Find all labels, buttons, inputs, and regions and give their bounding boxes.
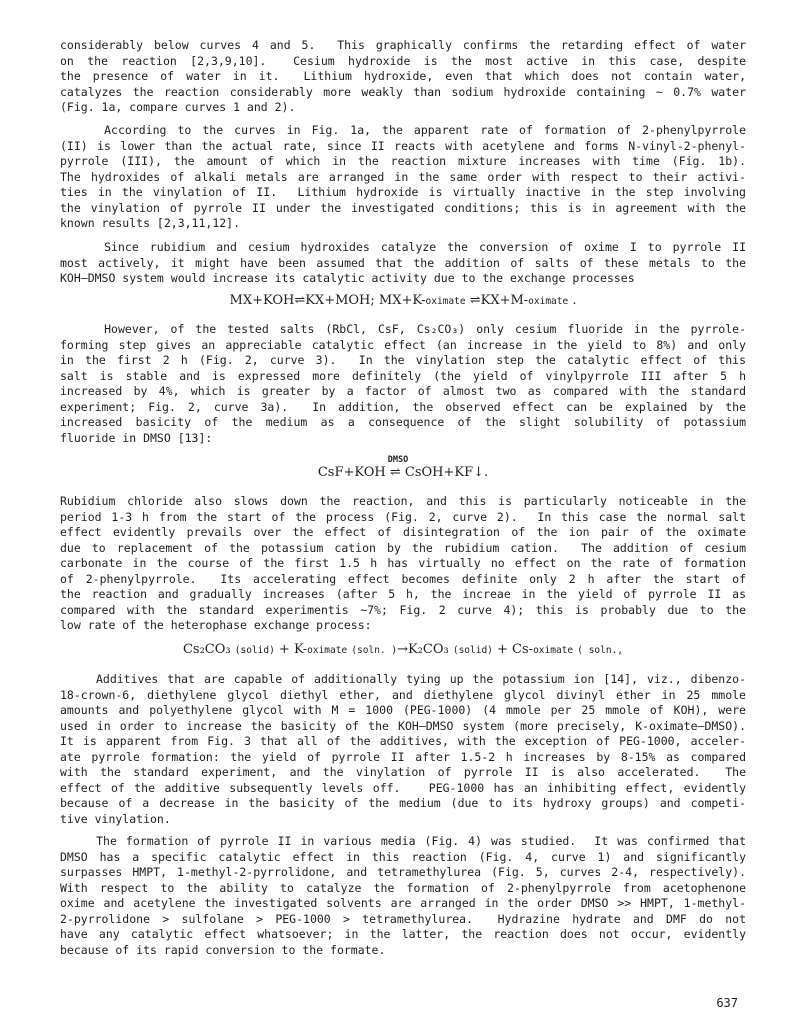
text-line: tive vinylation. (60, 811, 171, 826)
text-line: Additives that are capable of additionally tying up the potassium ion [14], viz., dibenzo- (60, 672, 747, 686)
text-line: The formation of pyrrole II in various media (Fig. 4) was studied. It was confirmed that (60, 834, 746, 848)
text-line: Rubidium chloride also slows down the reaction, and this is particularly noticeable in the (60, 494, 746, 508)
equation-carbonate-oximate-1: oximate (307, 645, 348, 656)
text-line: carbonate in the course of the first 1.5 h has virtually no effect on the rate of formation (60, 556, 746, 570)
text-line: have any catalytic effect whatsoever; in the latter, the reaction does not occur, evidently (60, 927, 746, 941)
equation-exchange-end: . (568, 293, 577, 308)
text-line: due to replacement of the potassium cation by the rubidium cation. The addition of cesium (60, 540, 746, 555)
paragraph-4 (60, 322, 746, 446)
text-line: on the reaction [2,3,9,10]. Cesium hydroxide is the most active in this case, despite (60, 53, 746, 68)
text-line: considerably below curves 4 and 5. This graphically confirms the retarding effect of water (60, 38, 746, 52)
equation-exchange-left: MX+KOH⇌KX+MOH; MX+K- (229, 293, 426, 308)
equation-carbonate-solid-2: (solid) (452, 645, 493, 656)
text-line: pyrrole (III), the amount of which in the reaction mixture increases with time (Fig. 1b). (60, 154, 746, 168)
text-line: because of a decrease in the basicity of the medium (due to its hydroxy groups) and competi- (60, 796, 746, 810)
text-line: experiment; Fig. 2, curve 3a). In addition, the observed effect can be explained by the (60, 399, 746, 414)
text-line: Since rubidium and cesium hydroxides catalyze the conversion of oxime I to pyrrole II (60, 240, 746, 254)
text-line: With respect to the ability to catalyze the formation of 2-phenylpyrrole from acetophenone (60, 880, 746, 895)
text-line: known results [2,3,11,12]. (60, 216, 241, 230)
text-line: increased basicity of the medium as a consequence of the slight solubility of potassium (60, 415, 746, 429)
text-line: (II) is lower than the actual rate, since II reacts with acetylene and forms N-vinyl-2-phenyl- (60, 138, 746, 153)
equation-cesium-fluoride: CsF+KOH ⇌ CsOH+KF↓. (317, 465, 489, 480)
text-line: DMSO has a specific catalytic effect in this reaction (Fig. 4, curve 1) and significantly (60, 849, 746, 864)
page-number: 637 (716, 996, 738, 1010)
text-line: the presence of water in it. Lithium hydroxide, even that which does not contain water, (60, 69, 746, 83)
text-line: salt is stable and is expressed more definitely (the yield of vinylpyrrole III after 5 h (60, 368, 746, 383)
text-line: It is apparent from Fig. 3 that all of the additives, with the exception of PEG-1000, acceler- (60, 734, 746, 748)
text-line: ties in the vinylation of II. Lithium hydroxide is virtually inactive in the step involving (60, 185, 746, 199)
text-line: ate pyrrole formation: the yield of pyrrole II after 1.5-2 h increases by 8-15% as compared (60, 749, 746, 764)
equation-exchange (60, 293, 746, 310)
text-line: the vinylation of pyrrole II under the investigated conditions; this is in agreement with the (60, 200, 746, 215)
equation-cesium-fluoride-condition: DMSO (387, 455, 409, 465)
text-line: According to the curves in Fig. 1a, the apparent rate of formation of 2-phenylpyrrole (60, 123, 746, 137)
equation-exchange-oximate-2: oximate (528, 296, 569, 307)
paragraph-5 (60, 494, 746, 634)
text-line: However, of the tested salts (RbCl, CsF, Cs₂CO₃) only cesium fluoride in the pyrrole- (60, 322, 746, 336)
text-line: because of its rapid conversion to the formate. (60, 942, 386, 957)
equation-carbonate-d: →K₂CO₃ (397, 642, 453, 657)
text-line: with the standard experiment, and the vinylation of pyrrole II is also accelerated. The (60, 765, 746, 779)
text-line: oxime and acetylene the investigated solvents are arranged in the order DMSO >> HMPT, 1-methyl- (60, 896, 746, 910)
equation-carbonate-exchange (60, 642, 746, 659)
text-line: most actively, it might have been assumed that the addition of salts of these metals to the (60, 255, 746, 270)
equation-carbonate-a: Cs₂CO₃ (182, 642, 235, 657)
text-line: of 2-phenylpyrrole. Its accelerating effect becomes definite only 2 h after the start of (60, 571, 746, 586)
text-line: in the first 2 h (Fig. 2, curve 3). In the vinylation step the catalytic effect of this (60, 353, 746, 367)
text-line: amounts and polyethylene glycol with M = 1000 (PEG-1000) (4 mmole per 25 mmole of KOH), were (60, 703, 746, 717)
text-line: The hydroxides of alkali metals are arranged in the same order with respect to their activi- (60, 169, 746, 184)
paragraph-6 (60, 672, 746, 827)
text-line: low rate of the heterophase exchange process: (60, 618, 372, 632)
equation-exchange-oximate-1: oximate (425, 296, 466, 307)
equation-carbonate-solid-1: (solid) (234, 645, 275, 656)
text-line: effect of the additive subsequently levels off. PEG-1000 has an inhibiting effect, evidently (60, 780, 746, 795)
text-line: 2-pyrrolidone > sulfolane > PEG-1000 > tetramethylurea. Hydrazine hydrate and DMF do not (60, 911, 746, 926)
text-line: 18-crown-6, diethylene glycol diethyl ether, and diethylene glycol divinyl ether in 25 mmole (60, 687, 746, 702)
text-line: surpasses HMPT, 1-methyl-2-pyrrolidone, and tetramethylurea (Fig. 5, curves 2-4, respectively). (60, 865, 746, 879)
text-line: forming step gives an appreciable catalytic effect (an increase in the yield to 8%) and only (60, 337, 746, 352)
text-line: effect evidently prevails over the effect of disintegration of the ion pair of the oximate (60, 525, 746, 539)
paragraph-3 (60, 240, 746, 287)
equation-carbonate-soln-2: ( soln., (577, 645, 624, 656)
text-line: KOH—DMSO system would increase its catalytic activity due to the exchange processes (60, 271, 635, 285)
text-line: period 1-3 h from the start of the process (Fig. 2, curve 2). In this case the normal salt (60, 509, 746, 524)
equation-carbonate-e: + Cs- (492, 642, 534, 657)
text-line: catalyzes the reaction considerably more weakly than sodium hydroxide containing ~ 0.7% water (60, 84, 746, 99)
paragraph-1 (60, 38, 746, 116)
text-line: (Fig. 1a, compare curves 1 and 2). (60, 100, 296, 114)
equation-carbonate-oximate-2: oximate (533, 645, 574, 656)
text-line: compared with the standard experimentis ~7%; Fig. 2 curve 4); this is probably due to the (60, 602, 746, 617)
text-line: fluoride in DMSO [13]: (60, 430, 213, 445)
text-line: used in order to increase the basicity of the KOH—DMSO system (more precisely, K-oximate—DMSO). (60, 718, 746, 733)
text-line: increased by 4%, which is greater by a factor of almost two as compared with the standard (60, 384, 746, 398)
equation-carbonate-soln-1: (soln. ) (351, 645, 398, 656)
equation-carbonate-b: + K- (274, 642, 308, 657)
text-line: the reaction and gradually increases (after 5 h, the increae in the yield of pyrrole II as (60, 587, 746, 601)
paragraph-2 (60, 123, 746, 232)
equation-exchange-mid: ⇌KX+M- (465, 293, 529, 308)
paragraph-7 (60, 834, 746, 958)
